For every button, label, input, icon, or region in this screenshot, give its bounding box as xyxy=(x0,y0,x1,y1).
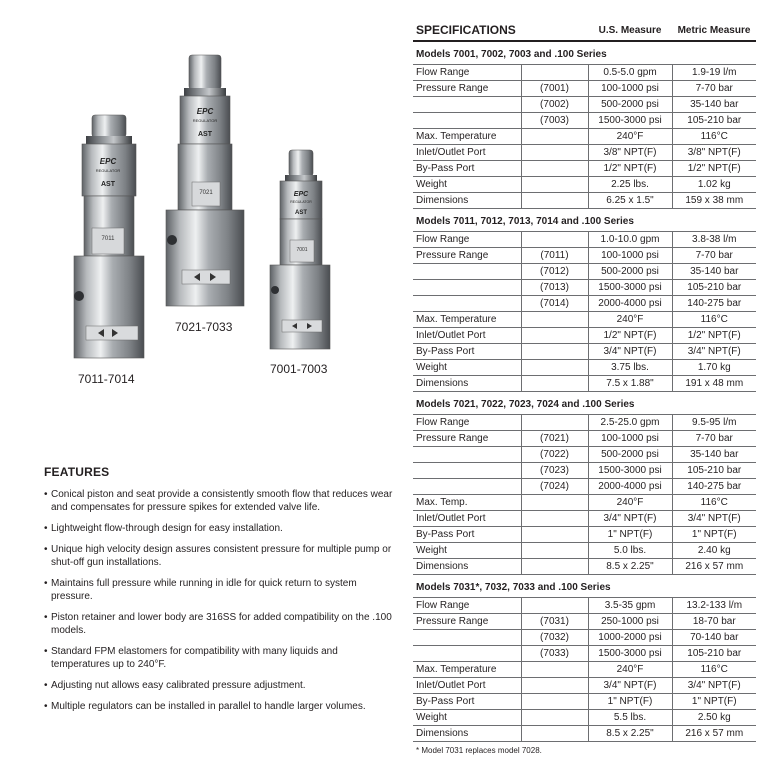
spec-label: Dimensions xyxy=(413,376,521,392)
spec-metric-value: 1/2" NPT(F) xyxy=(672,161,756,177)
spec-label: Pressure Range xyxy=(413,248,521,264)
spec-metric-value: 3/4" NPT(F) xyxy=(672,344,756,360)
spec-label xyxy=(413,463,521,479)
spec-us-value: 1/2" NPT(F) xyxy=(588,328,672,344)
caption-7021-7033: 7021-7033 xyxy=(175,320,233,334)
spec-row xyxy=(413,678,756,694)
spec-metric-value: 1" NPT(F) xyxy=(672,694,756,710)
spec-label: Max. Temperature xyxy=(413,662,521,678)
spec-row xyxy=(413,415,756,431)
spec-us-value: 3.5-35 gpm xyxy=(588,598,672,614)
spec-row xyxy=(413,527,756,543)
spec-metric-value: 140-275 bar xyxy=(672,296,756,312)
spec-row xyxy=(413,328,756,344)
spec-label: Weight xyxy=(413,360,521,376)
spec-model: (7031) xyxy=(521,614,588,630)
spec-label xyxy=(413,280,521,296)
spec-model xyxy=(521,344,588,360)
spec-model xyxy=(521,193,588,209)
spec-row xyxy=(413,376,756,392)
engraving-type: REGULATOR xyxy=(192,118,218,123)
spec-metric-value: 7-70 bar xyxy=(672,431,756,447)
spec-metric-value: 1/2" NPT(F) xyxy=(672,328,756,344)
spec-model: (7032) xyxy=(521,630,588,646)
spec-us-value: 1/2" NPT(F) xyxy=(588,161,672,177)
spec-row xyxy=(413,630,756,646)
spec-metric-value: 9.5-95 l/m xyxy=(672,415,756,431)
spec-label: By-Pass Port xyxy=(413,161,521,177)
spec-metric-value: 2.40 kg xyxy=(672,543,756,559)
spec-us-value: 2.25 lbs. xyxy=(588,177,672,193)
spec-us-value: 240°F xyxy=(588,662,672,678)
spec-us-value: 3/8" NPT(F) xyxy=(588,145,672,161)
spec-us-value: 100-1000 psi xyxy=(588,431,672,447)
spec-row xyxy=(413,710,756,726)
spec-metric-value: 191 x 48 mm xyxy=(672,376,756,392)
nameplate-c: 7001 xyxy=(296,247,308,253)
spec-model xyxy=(521,376,588,392)
spec-row xyxy=(413,614,756,630)
spec-us-value: 1500-3000 psi xyxy=(588,463,672,479)
spec-us-value: 1000-2000 psi xyxy=(588,630,672,646)
spec-model: (7021) xyxy=(521,431,588,447)
spec-us-value: 5.0 lbs. xyxy=(588,543,672,559)
spec-metric-value: 3/4" NPT(F) xyxy=(672,678,756,694)
spec-us-value: 1500-3000 psi xyxy=(588,280,672,296)
spec-label: Pressure Range xyxy=(413,614,521,630)
spec-row xyxy=(413,662,756,678)
spec-label: Inlet/Outlet Port xyxy=(413,511,521,527)
caption-7011-7014: 7011-7014 xyxy=(78,372,135,386)
regulator-illustration xyxy=(0,0,400,440)
spec-model: (7014) xyxy=(521,296,588,312)
spec-row xyxy=(413,559,756,575)
spec-row xyxy=(413,232,756,248)
spec-us-value: 3/4" NPT(F) xyxy=(588,678,672,694)
engraving-brand: EPC xyxy=(293,191,309,198)
spec-model xyxy=(521,511,588,527)
engraving-brand: EPC xyxy=(196,107,214,116)
spec-row xyxy=(413,97,756,113)
spec-label xyxy=(413,630,521,646)
spec-model: (7033) xyxy=(521,646,588,662)
spec-row xyxy=(413,81,756,97)
spec-metric-value: 2.50 kg xyxy=(672,710,756,726)
spec-label: Weight xyxy=(413,710,521,726)
spec-label: Weight xyxy=(413,177,521,193)
spec-model xyxy=(521,161,588,177)
spec-metric-value: 1.70 kg xyxy=(672,360,756,376)
spec-us-value: 2000-4000 psi xyxy=(588,479,672,495)
spec-table xyxy=(413,414,756,575)
spec-metric-value: 105-210 bar xyxy=(672,463,756,479)
spec-us-value: 100-1000 psi xyxy=(588,248,672,264)
spec-row xyxy=(413,264,756,280)
engraving-type: REGULATOR xyxy=(290,200,312,204)
feature-item: • Standard FPM elastomers for compatibility with many liquids and temperatures up to 240°F. xyxy=(44,645,394,671)
spec-us-value: 1" NPT(F) xyxy=(588,694,672,710)
spec-model xyxy=(521,415,588,431)
spec-model xyxy=(521,360,588,376)
spec-metric-value: 1.9-19 l/m xyxy=(672,65,756,81)
spec-model xyxy=(521,129,588,145)
features-heading: FEATURES xyxy=(44,465,110,479)
spec-label: Flow Range xyxy=(413,598,521,614)
spec-label: Weight xyxy=(413,543,521,559)
spec-us-value: 8.5 x 2.25" xyxy=(588,559,672,575)
spec-label: Pressure Range xyxy=(413,431,521,447)
spec-us-value: 6.25 x 1.5" xyxy=(588,193,672,209)
spec-model xyxy=(521,726,588,742)
engraving-maker: AST xyxy=(198,131,212,138)
section-title: Models 7031*, 7032, 7033 and .100 Series xyxy=(416,582,611,593)
spec-model xyxy=(521,710,588,726)
spec-table xyxy=(413,597,756,742)
spec-model xyxy=(521,328,588,344)
spec-row xyxy=(413,113,756,129)
spec-label xyxy=(413,479,521,495)
spec-label: Pressure Range xyxy=(413,81,521,97)
spec-table xyxy=(413,231,756,392)
regulator-7011 xyxy=(74,115,144,358)
feature-item: • Multiple regulators can be installed in parallel to handle larger volumes. xyxy=(44,700,394,713)
spec-sections xyxy=(413,46,756,742)
metric-measure-header: Metric Measure xyxy=(677,25,751,36)
spec-model: (7013) xyxy=(521,280,588,296)
us-measure-header: U.S. Measure xyxy=(598,25,662,36)
feature-item: • Piston retainer and lower body are 316SS for added compatibility on the .100 models. xyxy=(44,611,394,637)
spec-row xyxy=(413,479,756,495)
spec-us-value: 1.0-10.0 gpm xyxy=(588,232,672,248)
spec-label xyxy=(413,113,521,129)
spec-label: By-Pass Port xyxy=(413,694,521,710)
spec-us-value: 8.5 x 2.25" xyxy=(588,726,672,742)
spec-metric-value: 140-275 bar xyxy=(672,479,756,495)
spec-model xyxy=(521,678,588,694)
spec-model xyxy=(521,527,588,543)
section-title: Models 7021, 7022, 7023, 7024 and .100 Series xyxy=(416,399,635,410)
spec-model: (7023) xyxy=(521,463,588,479)
features-section xyxy=(44,465,394,721)
spec-label: Max. Temperature xyxy=(413,129,521,145)
spec-model xyxy=(521,312,588,328)
section-title: Models 7011, 7012, 7013, 7014 and .100 Series xyxy=(416,216,634,227)
spec-us-value: 240°F xyxy=(588,312,672,328)
spec-us-value: 1500-3000 psi xyxy=(588,646,672,662)
spec-row xyxy=(413,463,756,479)
spec-us-value: 0.5-5.0 gpm xyxy=(588,65,672,81)
spec-model xyxy=(521,598,588,614)
specifications-header xyxy=(413,20,756,42)
spec-metric-value: 1.02 kg xyxy=(672,177,756,193)
spec-label: Inlet/Outlet Port xyxy=(413,678,521,694)
spec-us-value: 3/4" NPT(F) xyxy=(588,344,672,360)
spec-metric-value: 116°C xyxy=(672,312,756,328)
spec-row xyxy=(413,344,756,360)
spec-label xyxy=(413,296,521,312)
spec-us-value: 3/4" NPT(F) xyxy=(588,511,672,527)
spec-metric-value: 35-140 bar xyxy=(672,97,756,113)
spec-row xyxy=(413,431,756,447)
spec-us-value: 240°F xyxy=(588,129,672,145)
spec-model xyxy=(521,65,588,81)
features-list xyxy=(44,488,394,713)
spec-label xyxy=(413,264,521,280)
footnote: * Model 7031 replaces model 7028. xyxy=(416,746,542,755)
spec-metric-value: 3/4" NPT(F) xyxy=(672,511,756,527)
spec-label: Inlet/Outlet Port xyxy=(413,145,521,161)
spec-row xyxy=(413,646,756,662)
spec-us-value: 250-1000 psi xyxy=(588,614,672,630)
spec-label: Inlet/Outlet Port xyxy=(413,328,521,344)
spec-row xyxy=(413,447,756,463)
spec-us-value: 5.5 lbs. xyxy=(588,710,672,726)
spec-metric-value: 216 x 57 mm xyxy=(672,726,756,742)
spec-row xyxy=(413,161,756,177)
spec-us-value: 1500-3000 psi xyxy=(588,113,672,129)
spec-us-value: 7.5 x 1.88" xyxy=(588,376,672,392)
caption-7001-7003: 7001-7003 xyxy=(270,362,328,376)
spec-row xyxy=(413,145,756,161)
engraving-type: REGULATOR xyxy=(95,168,121,173)
engraving-maker: AST xyxy=(295,210,307,216)
spec-label: Dimensions xyxy=(413,726,521,742)
spec-model: (7022) xyxy=(521,447,588,463)
nameplate-b: 7021 xyxy=(199,190,213,196)
spec-label: Dimensions xyxy=(413,559,521,575)
engraving-brand: EPC xyxy=(99,157,117,166)
spec-row xyxy=(413,248,756,264)
spec-model xyxy=(521,495,588,511)
spec-label xyxy=(413,447,521,463)
regulator-7021 xyxy=(166,55,244,306)
spec-model: (7011) xyxy=(521,248,588,264)
spec-label: Flow Range xyxy=(413,415,521,431)
spec-model: (7003) xyxy=(521,113,588,129)
spec-table xyxy=(413,64,756,209)
spec-label: Flow Range xyxy=(413,232,521,248)
spec-row xyxy=(413,598,756,614)
spec-us-value: 500-2000 psi xyxy=(588,264,672,280)
engraving-maker: AST xyxy=(101,181,115,188)
specifications-section xyxy=(413,20,756,755)
regulator-7001 xyxy=(270,150,330,349)
spec-metric-value: 116°C xyxy=(672,129,756,145)
spec-model: (7024) xyxy=(521,479,588,495)
section-title: Models 7001, 7002, 7003 and .100 Series xyxy=(416,49,607,60)
spec-metric-value: 3/8" NPT(F) xyxy=(672,145,756,161)
spec-model xyxy=(521,232,588,248)
specifications-title: SPECIFICATIONS xyxy=(416,23,516,37)
spec-metric-value: 105-210 bar xyxy=(672,646,756,662)
spec-row xyxy=(413,65,756,81)
spec-us-value: 1" NPT(F) xyxy=(588,527,672,543)
spec-label xyxy=(413,97,521,113)
spec-row xyxy=(413,694,756,710)
feature-item: • Lightweight flow-through design for easy installation. xyxy=(44,522,394,535)
spec-metric-value: 70-140 bar xyxy=(672,630,756,646)
spec-us-value: 100-1000 psi xyxy=(588,81,672,97)
spec-metric-value: 105-210 bar xyxy=(672,113,756,129)
spec-us-value: 2000-4000 psi xyxy=(588,296,672,312)
spec-row xyxy=(413,193,756,209)
feature-item: • Maintains full pressure while running in idle for quick return to system pressure. xyxy=(44,577,394,603)
feature-item: • Conical piston and seat provide a consistently smooth flow that reduces wear and compensates for pressure spikes for extended valve life. xyxy=(44,488,394,514)
spec-us-value: 500-2000 psi xyxy=(588,97,672,113)
spec-row xyxy=(413,543,756,559)
spec-model xyxy=(521,694,588,710)
spec-model: (7002) xyxy=(521,97,588,113)
spec-model xyxy=(521,662,588,678)
spec-us-value: 2.5-25.0 gpm xyxy=(588,415,672,431)
spec-metric-value: 1" NPT(F) xyxy=(672,527,756,543)
spec-metric-value: 116°C xyxy=(672,662,756,678)
spec-label: By-Pass Port xyxy=(413,527,521,543)
nameplate-a: 7011 xyxy=(101,236,115,242)
spec-label: Dimensions xyxy=(413,193,521,209)
spec-label xyxy=(413,646,521,662)
spec-metric-value: 35-140 bar xyxy=(672,264,756,280)
spec-row xyxy=(413,296,756,312)
spec-metric-value: 35-140 bar xyxy=(672,447,756,463)
spec-row xyxy=(413,129,756,145)
spec-label: Max. Temperature xyxy=(413,312,521,328)
spec-us-value: 500-2000 psi xyxy=(588,447,672,463)
spec-row xyxy=(413,312,756,328)
product-photo xyxy=(0,0,400,440)
spec-model xyxy=(521,177,588,193)
spec-row xyxy=(413,511,756,527)
spec-model: (7012) xyxy=(521,264,588,280)
spec-row xyxy=(413,177,756,193)
spec-us-value: 240°F xyxy=(588,495,672,511)
feature-item: • Adjusting nut allows easy calibrated pressure adjustment. xyxy=(44,679,394,692)
spec-metric-value: 18-70 bar xyxy=(672,614,756,630)
spec-label: Flow Range xyxy=(413,65,521,81)
spec-metric-value: 105-210 bar xyxy=(672,280,756,296)
spec-metric-value: 116°C xyxy=(672,495,756,511)
spec-metric-value: 216 x 57 mm xyxy=(672,559,756,575)
spec-metric-value: 3.8-38 l/m xyxy=(672,232,756,248)
spec-label: By-Pass Port xyxy=(413,344,521,360)
spec-metric-value: 159 x 38 mm xyxy=(672,193,756,209)
spec-metric-value: 7-70 bar xyxy=(672,81,756,97)
spec-model xyxy=(521,559,588,575)
feature-item: • Unique high velocity design assures consistent pressure for multiple pump or shut-off gun installations. xyxy=(44,543,394,569)
spec-row xyxy=(413,495,756,511)
spec-row xyxy=(413,280,756,296)
spec-row xyxy=(413,726,756,742)
spec-model xyxy=(521,543,588,559)
spec-row xyxy=(413,360,756,376)
spec-metric-value: 7-70 bar xyxy=(672,248,756,264)
spec-us-value: 3.75 lbs. xyxy=(588,360,672,376)
spec-model: (7001) xyxy=(521,81,588,97)
spec-label: Max. Temp. xyxy=(413,495,521,511)
spec-metric-value: 13.2-133 l/m xyxy=(672,598,756,614)
spec-model xyxy=(521,145,588,161)
